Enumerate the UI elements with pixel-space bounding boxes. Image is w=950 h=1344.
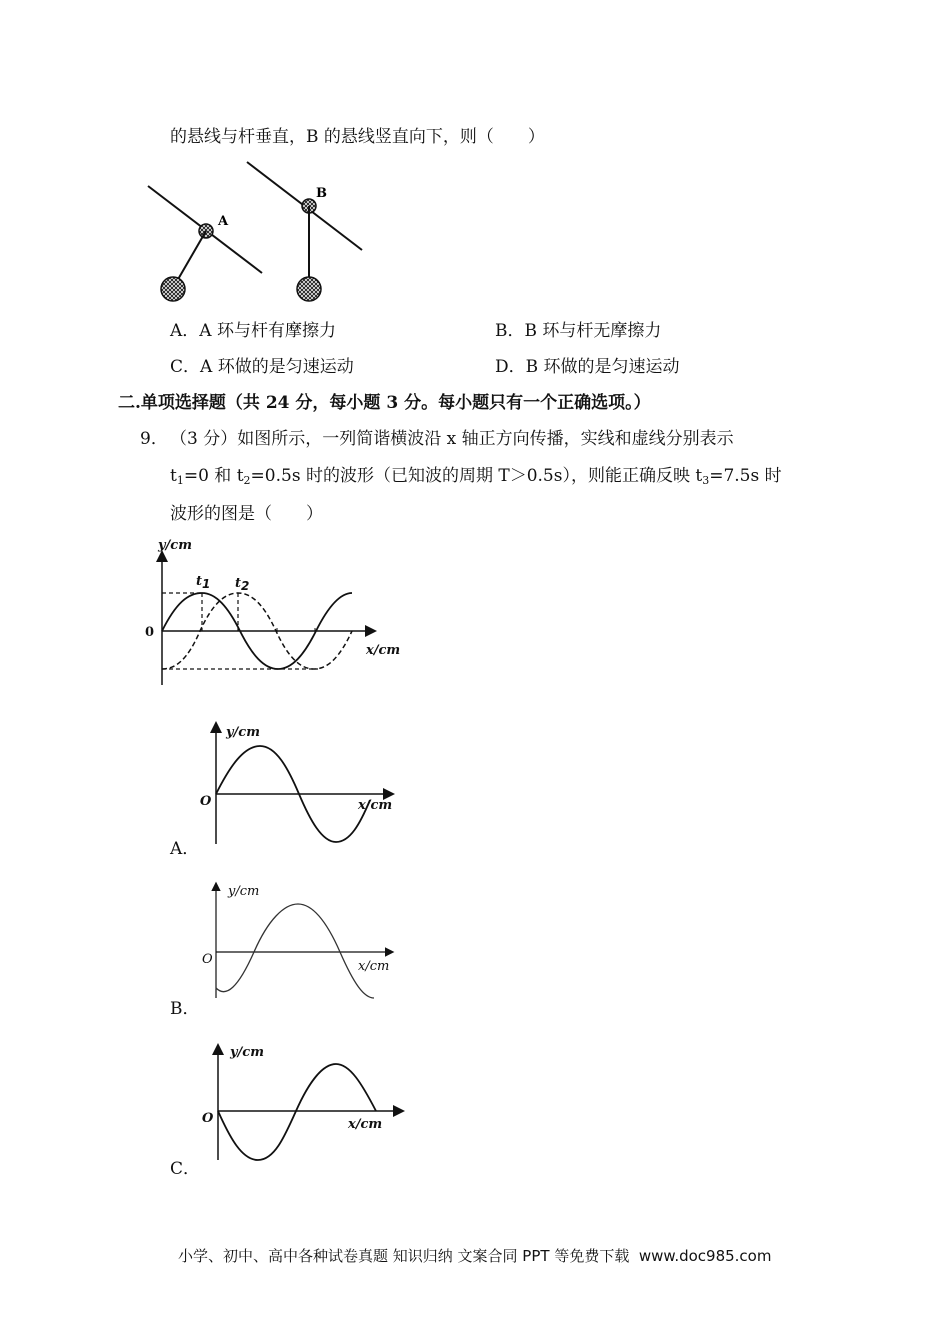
- q9-number: 9．: [140, 429, 168, 449]
- q8-figure: [140, 160, 380, 310]
- choice-b-label[interactable]: B．: [170, 999, 200, 1019]
- main-origin: 0: [145, 625, 155, 640]
- main-x-label: x/cm: [366, 643, 401, 658]
- footer: [178, 1245, 771, 1266]
- q9-line1: （3 分）如图所示，一列简谐横波沿 x 轴正方向传播，实线和虚线分别表示: [170, 429, 734, 449]
- section-heading: 二.单项选择题（共 24 分，每小题 3 分。每小题只有一个正确选项。）: [118, 393, 651, 413]
- ball-a: [161, 277, 185, 301]
- wave-choice-c: [218, 1064, 376, 1160]
- choice-a-x-label: x/cm: [358, 798, 393, 813]
- choice-c-label[interactable]: C．: [170, 1159, 201, 1179]
- footer-text: 小学、初中、高中各种试卷真题 知识归纳 文案合同 PPT 等免费下载: [178, 1247, 630, 1265]
- label-ring-a: A: [218, 214, 229, 229]
- q8-option-b[interactable]: B．B 环与杆无摩擦力: [495, 321, 662, 341]
- ball-b: [297, 277, 321, 301]
- q8-option-d[interactable]: D．B 环做的是匀速运动: [495, 357, 680, 377]
- choice-a-label[interactable]: A．: [170, 839, 200, 859]
- q9-line3: 波形的图是（ ）: [170, 504, 323, 524]
- choice-c-origin: O: [202, 1111, 214, 1126]
- choice-c-graph[interactable]: [198, 1042, 408, 1162]
- choice-b-x-label: x/cm: [358, 959, 390, 974]
- choice-c-x-label: x/cm: [348, 1117, 383, 1132]
- q8-option-c[interactable]: C．A 环做的是匀速运动: [170, 357, 354, 377]
- choice-a-graph[interactable]: [198, 718, 398, 848]
- q8-stem-tail: 的悬线与杆垂直，B 的悬线竖直向下，则（ ）: [170, 127, 545, 147]
- choice-b-origin: O: [202, 952, 213, 967]
- footer-url[interactable]: www.doc985.com: [638, 1247, 772, 1265]
- choice-b-y-label: y/cm: [228, 884, 260, 899]
- main-t2-label: t2: [235, 576, 250, 593]
- q9-main-graph: [140, 535, 400, 685]
- main-t1-label: t1: [196, 574, 211, 591]
- choice-c-y-label: y/cm: [230, 1045, 264, 1060]
- choice-a-y-label: y/cm: [226, 725, 260, 740]
- wave-choice-b: [216, 904, 374, 998]
- q8-option-a[interactable]: A．A 环与杆有摩擦力: [170, 321, 336, 341]
- main-y-label: y/cm: [158, 538, 192, 553]
- choice-a-origin: O: [200, 794, 212, 809]
- choice-b-graph[interactable]: [198, 880, 398, 1000]
- label-ring-b: B: [316, 186, 327, 201]
- q9-line2: $t_1=0$ 和 $t_2=0.5s$ 时的波形（已知波的周期 T＞0.5s），则能正确反映 $t_3=7.5s$ 时: [170, 466, 782, 487]
